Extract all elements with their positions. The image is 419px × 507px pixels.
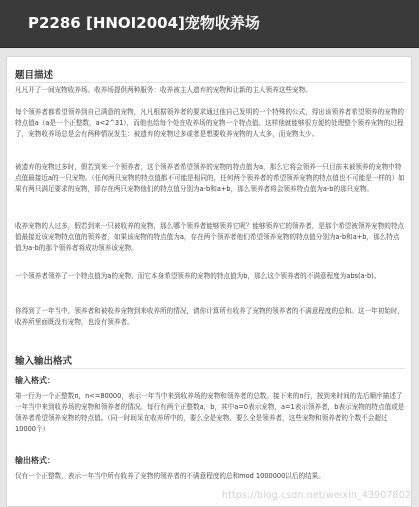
input-format: 第一行为一个正整数n，n<=80000，表示一年当中来到收养场的宠物和领养者的总数。接下来的n行，按到来时间的先后顺序描述了一年当中来到收养场的宠物和领养者的情况。每行有两个正整数a，b，其中a=0表示宠物，a=1表示领养者，b表示宠物的特点值或是领养者希望领养宠物的特点值。（同一时间呆在收养所中的，要么全是宠物，要么全是领养者，这些宠物和领养者的个数不会超过10000个） (15, 392, 405, 433)
paragraph: 凡凡开了一间宠物收养场。收养场提供两种服务：收养被主人遗弃的宠物和让新的主人领养这些宠物。 (15, 86, 312, 94)
problem-header (0, 0, 419, 48)
paragraph: 一个领养者领养了一个特点值为a的宠物，而它本身希望领养的宠物的特点值为b，那么这个领养者的不满意程度为abs(a-b)。 (15, 272, 381, 280)
section-divider (15, 82, 405, 83)
io-heading: 输入输出格式 (15, 356, 73, 367)
description-heading: 题目描述 (15, 70, 54, 81)
paragraph: 每个领养者都希望领养到自己满意的宠物，凡凡根据领养者的要求通过他自己发明的一个特殊的公式，得出该领养者希望领养的宠物的特点值a（a是一个正整数，a<2^31），而他也给每个处在收养场的宠物一个特点值。这样他就能够很方便的处理整个领养宠物的过程了，宠物收养场总是会有两种情况发生：被遗弃的宠物过多或者是想要收养宠物的人太多，而宠物太少。 (15, 108, 405, 138)
section-divider (15, 368, 405, 369)
watermark: https://blog.csdn.net/weixin_43907802 (222, 490, 411, 501)
paragraph: 你得到了一年当中，领养者和被收养宠物到来收养所的情况，请你计算所有收养了宠物的领养者的不满意程度的总和。这一年初始时，收养所里面既没有宠物，也没有领养者。 (15, 307, 405, 326)
paragraph: 被遗弃的宠物过多时，假若到来一个领养者，这个领养者希望领养的宠物的特点值为a，那么它将会领养一只目前未被领养的宠物中特点值最接近a的一只宠物。（任何两只宠物的特点值都不可能是相同的，任何两个领养者的希望领养宠物的特点值也不可能是一样的）如果有两只满足要求的宠物，即存在两只宠物他们的特点值分别为a-b和a+b，那么领养者将会领养特点值为a-b的那只宠物。 (15, 163, 405, 193)
problem-title: P2286 [HNOI2004]宠物收养场 (28, 14, 260, 32)
input-heading: 输入格式： (15, 376, 55, 385)
paragraph: 收养宠物的人过多，假若到来一只被收养的宠物，那么哪个领养者能够领养它呢？能够领养它的领养者，是那个希望被领养宠物的特点值最接近该宠物特点值的领养者，如果该宠物的特点值为a，存在两个领养者他们希望领养宠物的特点值分别为a-b和a+b，那么特点值为a-b的那个领养者将成功领养该宠物。 (15, 222, 405, 252)
output-heading: 输出格式： (15, 456, 55, 465)
output-format: 仅有一个正整数，表示一年当中所有收养了宠物的领养者的不满意程度的总和mod 1000000以后的结果。 (15, 472, 325, 480)
problem-card (6, 56, 412, 507)
